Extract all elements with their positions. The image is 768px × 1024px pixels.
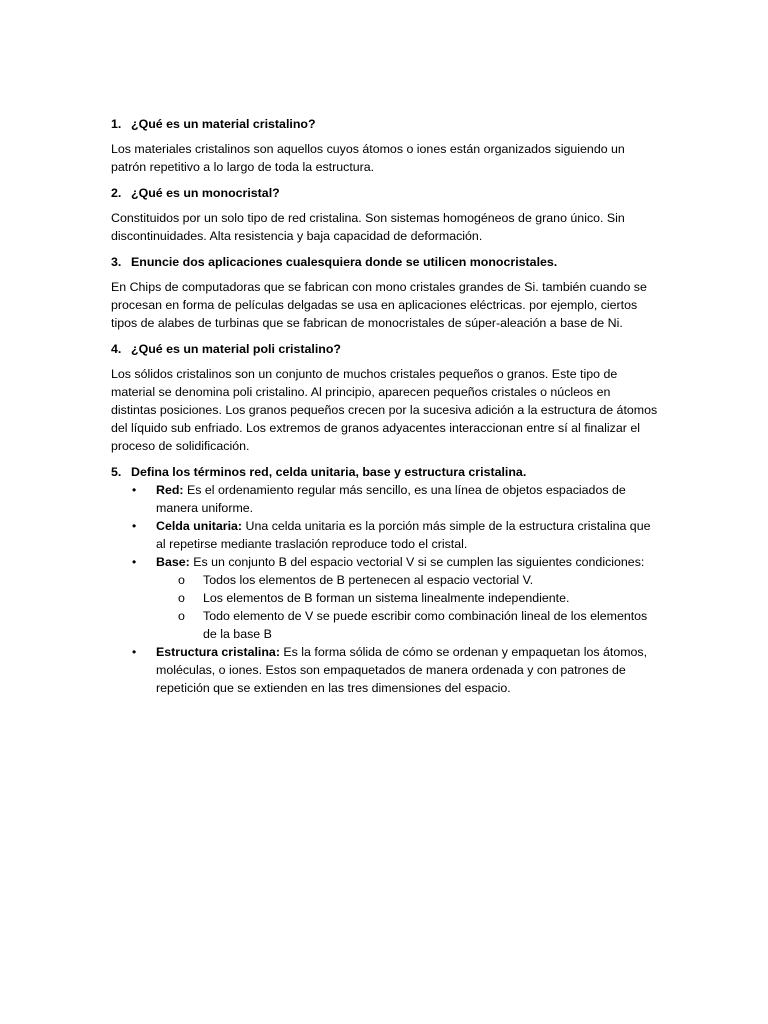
answer-4: Los sólidos cristalinos son un conjunto de muchos cristales pequeños o granos. Este tipo de material se denomina poli cristalino. Al principio, aparecen pequeños cristales o núcleos en distintas posiciones. Los granos pequeños crecen por la sucesiva adición a la estructura de átomos del líquido sub enfriado. Los extremos de granos adyacentes interaccionan entre sí al finalizar el proceso de solidificación. [111,367,658,453]
definition-text: Es la forma sólida de cómo se ordenan y empaquetan los átomos, moléculas, o iones. Estos son empaquetados de manera ordenada y con patrones de repetición que se extienden en las tres dimensiones del espacio. [156,645,648,695]
question-4-heading [111,340,659,358]
base-condition-item [156,589,659,607]
document-content [111,115,659,697]
question-text: ¿Qué es un monocristal? [131,186,280,200]
base-conditions-list [156,571,659,643]
definitions-list [111,481,659,697]
answer-3: En Chips de computadoras que se fabrican con mono cristales grandes de Si. también cuando se procesan en forma de películas delgadas se usa en aplicaciones eléctricas. por ejemplo, ciertos tipos de alabes de turbinas que se fabrican de monocristales de súper-aleación a base de Ni. [111,280,647,330]
base-condition-item [156,607,659,643]
definition-item-estructura-cristalina [111,643,659,697]
definition-term: Estructura cristalina: [156,645,280,659]
bullet-icon: • [132,645,137,659]
question-number: 4. [111,342,122,356]
definition-item-base [111,553,659,643]
definition-term: Red: [156,483,184,497]
question-number: 1. [111,117,122,131]
base-condition-text: Todo elemento de V se puede escribir como combinación lineal de los elementos de la base B [203,609,648,641]
base-condition-text: Los elementos de B forman un sistema linealmente independiente. [203,591,570,605]
circle-bullet-icon: o [178,573,185,587]
question-5-heading [111,463,659,481]
question-1-heading [111,115,659,133]
base-condition-text: Todos los elementos de B pertenecen al espacio vectorial V. [203,573,534,587]
bullet-icon: • [132,555,137,569]
base-condition-item [156,571,659,589]
question-text: ¿Qué es un material cristalino? [131,117,316,131]
circle-bullet-icon: o [178,591,185,605]
question-text: Enuncie dos aplicaciones cualesquiera donde se utilicen monocristales. [131,255,558,269]
answer-2: Constituidos por un solo tipo de red cristalina. Son sistemas homogéneos de grano único. Sin discontinuidades. Alta resistencia y baja capacidad de deformación. [111,211,625,243]
question-3-heading [111,253,659,271]
definition-item-celda-unitaria [111,517,659,553]
definition-item-red [111,481,659,517]
question-number: 3. [111,255,122,269]
definition-text: Es un conjunto B del espacio vectorial V si se cumplen las siguientes condiciones: [189,555,645,569]
question-number: 5. [111,465,122,479]
definition-text: Una celda unitaria es la porción más simple de la estructura cristalina que al repetirse mediante traslación reproduce todo el cristal. [156,519,651,551]
question-text: ¿Qué es un material poli cristalino? [131,342,341,356]
question-number: 2. [111,186,122,200]
question-text: Defina los términos red, celda unitaria, base y estructura cristalina. [131,465,527,479]
question-2-heading [111,184,659,202]
bullet-icon: • [132,519,137,533]
definition-term: Celda unitaria: [156,519,243,533]
definition-term: Base: [156,555,190,569]
circle-bullet-icon: o [178,609,185,623]
bullet-icon: • [132,483,137,497]
answer-1: Los materiales cristalinos son aquellos cuyos átomos o iones están organizados siguiendo un patrón repetitivo a lo largo de toda la estructura. [111,142,625,174]
definition-text: Es el ordenamiento regular más sencillo, es una línea de objetos espaciados de manera uniforme. [156,483,626,515]
